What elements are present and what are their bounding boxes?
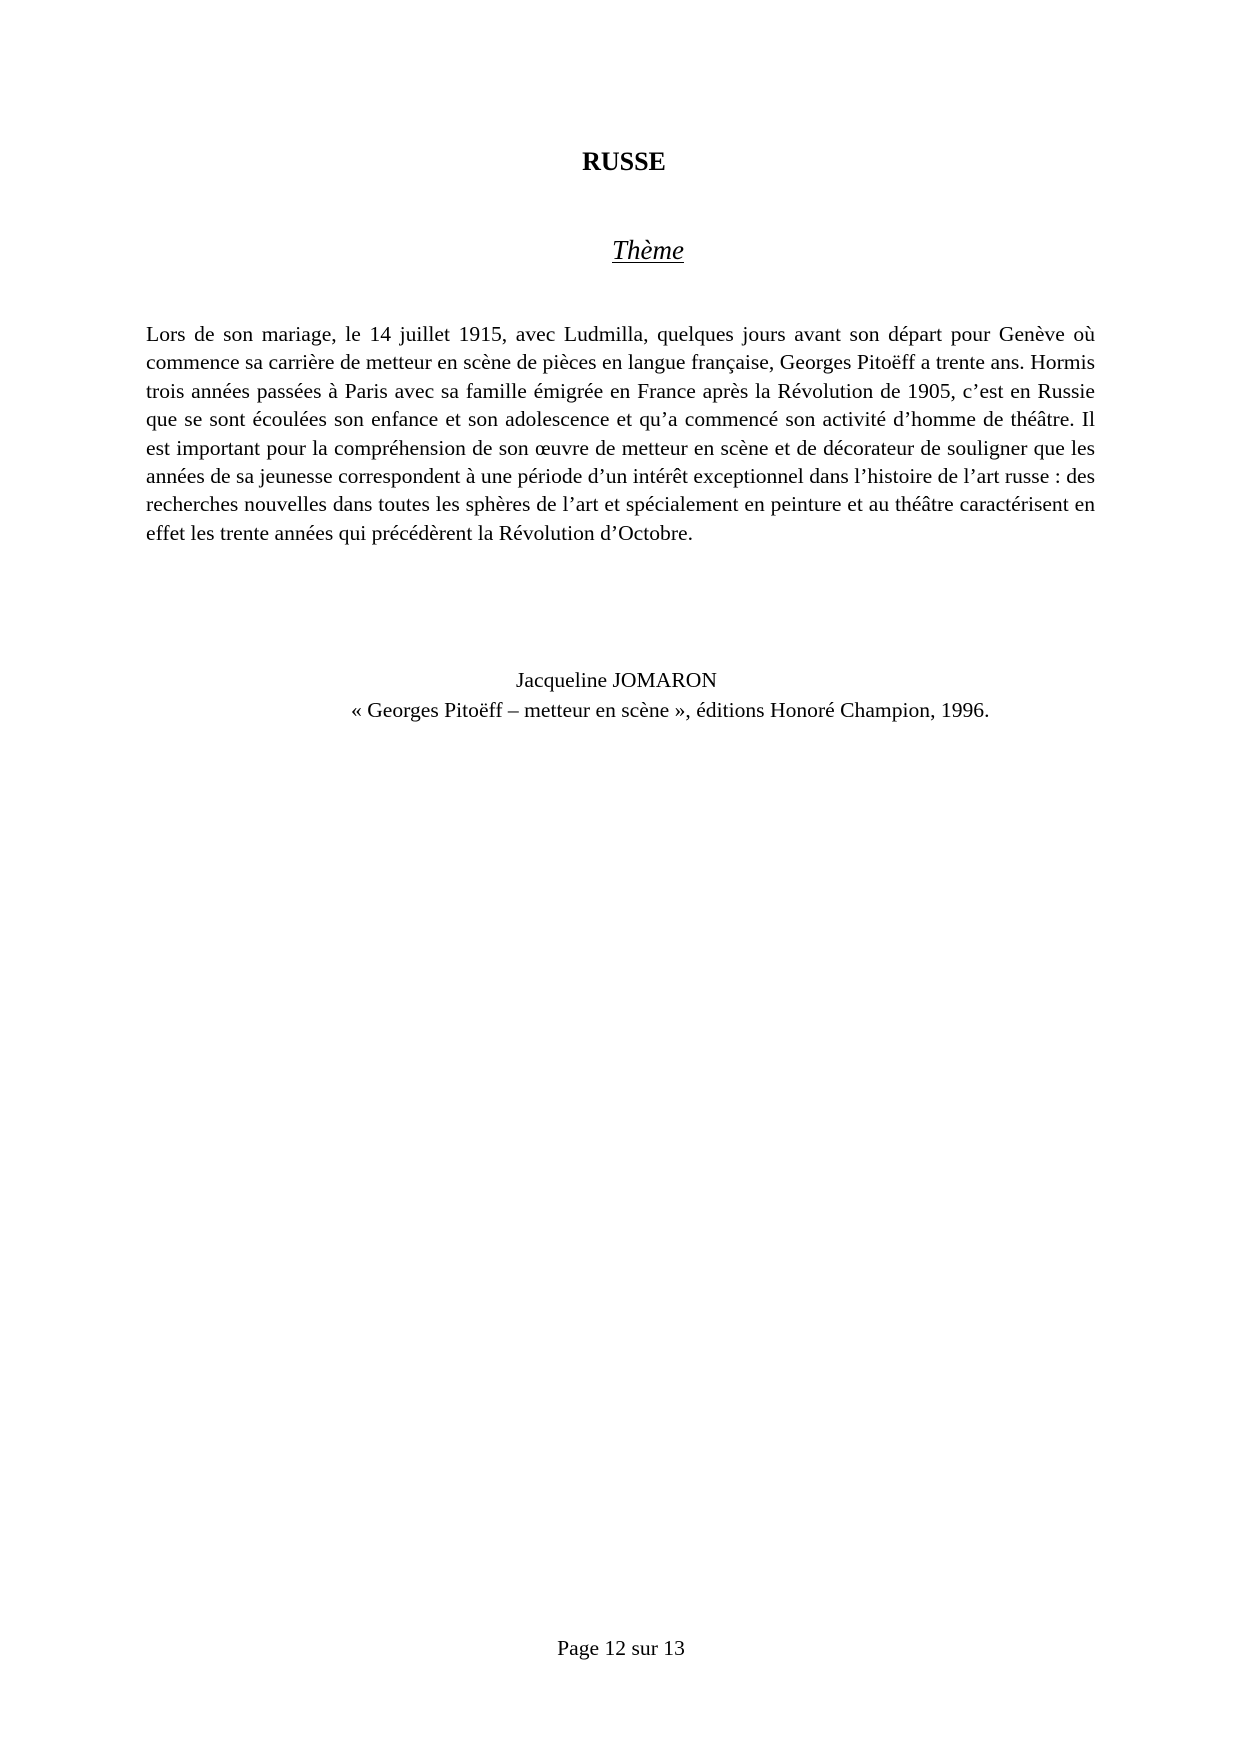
citation-source: « Georges Pitoëff – metteur en scène », éditions Honoré Champion, 1996. [351, 698, 990, 722]
document-subtitle: Thème [612, 235, 684, 265]
document-title: RUSSE [582, 147, 666, 176]
citation-author: Jacqueline JOMARON [516, 668, 717, 692]
body-paragraph: Lors de son mariage, le 14 juillet 1915, avec Ludmilla, quelques jours avant son départ pour Genève où commence sa carrière de metteur en scène de pièces en langue française, Georges Pitoëff a trente ans. Hormis trois années passées à Paris avec sa famille émigrée en France après la Révolution de 1905, c’est en Russie que se sont écoulées son enfance et son adolescence et qu’a commencé son activité d’homme de théâtre. Il est important pour la compréhension de son œuvre de metteur en scène et de décorateur de souligner que les années de sa jeunesse correspondent à une période d’un intérêt exceptionnel dans l’histoire de l’art russe : des recherches nouvelles dans toutes les sphères de l’art et spécialement en peinture et au théâtre caractérisent en effet les trente années qui précédèrent la Révolution d’Octobre. [146, 322, 1095, 545]
page-number: Page 12 sur 13 [557, 1636, 685, 1660]
